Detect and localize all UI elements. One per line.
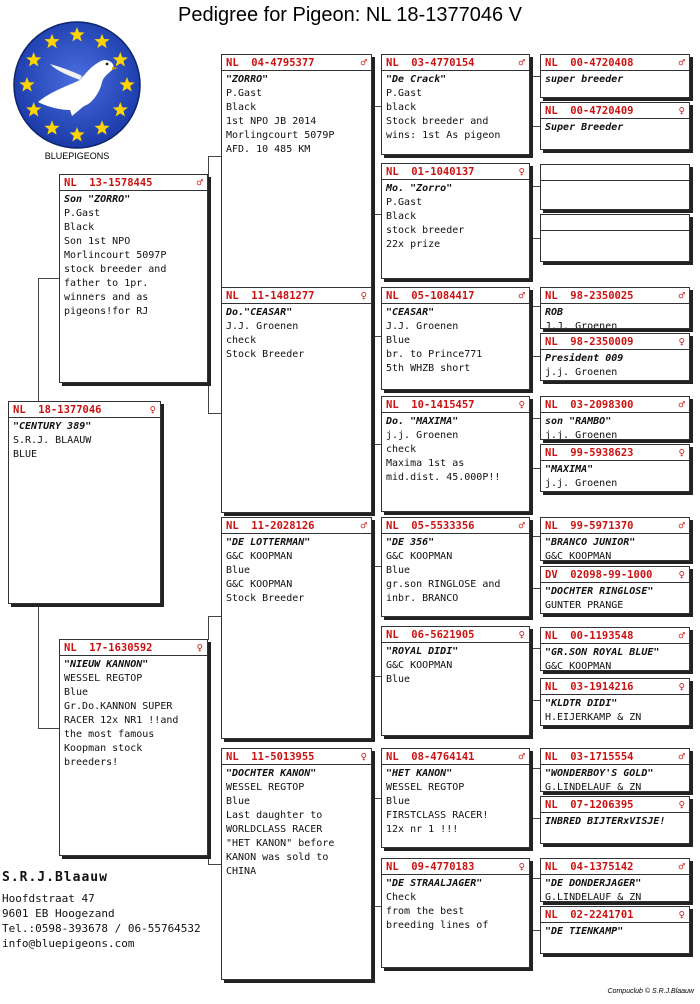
pigeon-card-header bbox=[382, 859, 529, 875]
pigeon-detail: WORLDCLASS RACER bbox=[226, 824, 323, 835]
pigeon-detail: G&C KOOPMAN bbox=[226, 579, 293, 590]
female-icon: ♀ bbox=[196, 641, 203, 654]
pigeon-name: "MAXIMA" bbox=[545, 464, 594, 475]
pigeon-detail: Morlincourt 5097P bbox=[64, 250, 167, 261]
pigeon-name: ROB bbox=[545, 307, 564, 318]
pigeon-detail: CHINA bbox=[226, 866, 257, 877]
pigeon-detail: J.J. Groenen bbox=[226, 321, 299, 332]
owner-phone: Tel.:0598-393678 / 06-55764532 bbox=[2, 922, 201, 935]
ring-number: NL 07-1206395 bbox=[545, 798, 634, 811]
pigeon-card-body bbox=[541, 583, 689, 613]
female-icon: ♀ bbox=[360, 750, 367, 763]
pigeon-detail: G.LINDELAUF & ZN bbox=[545, 782, 642, 792]
pigeon-detail: br. to Prince771 bbox=[386, 349, 483, 360]
male-icon: ♂ bbox=[360, 56, 367, 69]
pigeon-card bbox=[540, 858, 690, 902]
pigeon-detail: S.R.J. BLAAUW bbox=[13, 435, 92, 446]
pigeon-card-header bbox=[541, 103, 689, 119]
connector bbox=[530, 418, 540, 419]
pigeon-detail: the most famous bbox=[64, 729, 155, 740]
pigeon-card bbox=[540, 102, 690, 150]
pigeon-name: INBRED BIJTERxVISJE! bbox=[545, 816, 666, 827]
pigeon-card-body bbox=[60, 191, 207, 319]
pigeon-name: Do. "MAXIMA" bbox=[386, 416, 459, 427]
pigeon-detail: stock breeder and bbox=[64, 264, 167, 275]
connector bbox=[530, 186, 540, 187]
page-title: Pedigree for Pigeon: NL 18-1377046 V bbox=[178, 4, 522, 26]
pigeon-card bbox=[381, 54, 530, 155]
pigeon-detail: BLUE bbox=[13, 449, 38, 460]
pigeon-detail: j.j. Groenen bbox=[386, 430, 459, 441]
owner-email: info@bluepigeons.com bbox=[2, 937, 135, 950]
pigeon-detail: P.Gast bbox=[386, 88, 423, 99]
connector bbox=[208, 156, 209, 178]
pigeon-card bbox=[381, 163, 530, 279]
connector bbox=[530, 536, 540, 537]
pigeon-name: "DE DONDERJAGER" bbox=[545, 878, 642, 889]
pigeon-detail: Koopman stock bbox=[64, 743, 143, 754]
pigeon-card bbox=[540, 748, 690, 792]
male-icon: ♂ bbox=[518, 750, 525, 763]
female-icon: ♀ bbox=[518, 860, 525, 873]
pigeon-name: "DOCHTER KANON" bbox=[226, 768, 317, 779]
pigeon-name: "NIEUW KANNON" bbox=[64, 659, 149, 670]
pigeon-detail: father to 1pr. bbox=[64, 278, 149, 289]
female-icon: ♀ bbox=[678, 104, 685, 117]
ring-number: NL 02-2241701 bbox=[545, 908, 634, 921]
pigeon-card-header bbox=[382, 749, 529, 765]
ring-number: NL 03-1914216 bbox=[545, 680, 634, 693]
connector bbox=[530, 126, 540, 127]
female-icon: ♀ bbox=[678, 908, 685, 921]
pigeon-detail: Gr.Do.KANNON SUPER bbox=[64, 701, 173, 712]
pigeon-detail: inbr. BRANCO bbox=[386, 593, 459, 604]
pigeon-card-body bbox=[382, 643, 529, 687]
pigeon-card bbox=[59, 174, 208, 383]
female-icon: ♀ bbox=[518, 165, 525, 178]
connector bbox=[530, 356, 540, 357]
logo-label: BLUEPIGEONS bbox=[44, 151, 110, 161]
pigeon-name: "DE STRAALJAGER" bbox=[386, 878, 483, 889]
pigeon-card-header bbox=[382, 288, 529, 304]
pigeon-name: "KLDTR DIDI" bbox=[545, 698, 618, 709]
ring-number: NL 06-5621905 bbox=[386, 628, 475, 641]
pigeon-card-body bbox=[541, 813, 689, 829]
male-icon: ♂ bbox=[678, 289, 685, 302]
pigeon-name: "DE 356" bbox=[386, 537, 435, 548]
ring-number: NL 98-2350009 bbox=[545, 335, 634, 348]
male-icon: ♂ bbox=[678, 398, 685, 411]
pigeon-card bbox=[59, 639, 208, 856]
pigeon-name: "GR.SON ROYAL BLUE" bbox=[545, 647, 660, 658]
owner-city: 9601 EB Hoogezand bbox=[2, 907, 115, 920]
ring-number: NL 03-4770154 bbox=[386, 56, 475, 69]
connector bbox=[208, 383, 209, 413]
pigeon-card-body bbox=[60, 656, 207, 770]
logo bbox=[8, 20, 146, 161]
pigeon-detail: stock breeder bbox=[386, 225, 465, 236]
pigeon-detail: G&C KOOPMAN bbox=[386, 551, 453, 562]
ring-number: NL 11-1481277 bbox=[226, 289, 315, 302]
pigeon-card-body bbox=[541, 181, 689, 183]
ring-number: NL 05-5533356 bbox=[386, 519, 475, 532]
ring-number: NL 09-4770183 bbox=[386, 860, 475, 873]
pigeon-detail: Stock Breeder bbox=[226, 593, 305, 604]
pigeon-detail: J.J. Groenen bbox=[545, 321, 618, 329]
pigeon-card-body bbox=[222, 304, 371, 362]
pigeon-detail: Check bbox=[386, 892, 417, 903]
connector bbox=[530, 588, 540, 589]
pigeon-card bbox=[540, 906, 690, 954]
pigeon-detail: Stock breeder and bbox=[386, 116, 489, 127]
pigeon-name: "CENTURY 389" bbox=[13, 421, 92, 432]
ring-number: NL 04-1375142 bbox=[545, 860, 634, 873]
female-icon: ♀ bbox=[518, 398, 525, 411]
ring-number: NL 00-4720409 bbox=[545, 104, 634, 117]
pigeon-card-header bbox=[541, 55, 689, 71]
pigeon-card bbox=[540, 396, 690, 440]
connector bbox=[38, 278, 60, 279]
pigeon-card-body bbox=[541, 119, 689, 135]
pigeon-name: "ZORRO" bbox=[226, 74, 269, 85]
ring-number: NL 18-1377046 bbox=[13, 403, 102, 416]
pigeon-card-header bbox=[541, 518, 689, 534]
pigeon-detail: Morlingcourt 5079P bbox=[226, 130, 335, 141]
footer-credit: Compuclub © S.R.J.Blaauw bbox=[607, 988, 694, 995]
ring-number: NL 17-1630592 bbox=[64, 641, 153, 654]
pigeon-detail: 22x prize bbox=[386, 239, 441, 250]
male-icon: ♂ bbox=[678, 629, 685, 642]
pigeon-card bbox=[540, 517, 690, 561]
female-icon: ♀ bbox=[678, 335, 685, 348]
male-icon: ♂ bbox=[518, 519, 525, 532]
pigeon-name: "ROYAL DIDI" bbox=[386, 646, 459, 657]
pigeon-detail: 5th WHZB short bbox=[386, 363, 471, 374]
pigeon-detail: from the best bbox=[386, 906, 465, 917]
pigeon-card-header bbox=[541, 859, 689, 875]
pigeon-card-body bbox=[541, 765, 689, 792]
connector bbox=[38, 604, 39, 728]
pigeon-card-header bbox=[541, 567, 689, 583]
pigeon-name: "DE LOTTERMAN" bbox=[226, 537, 311, 548]
female-icon: ♀ bbox=[678, 568, 685, 581]
pigeon-card-body bbox=[541, 413, 689, 440]
male-icon: ♂ bbox=[678, 519, 685, 532]
pigeon-detail: WESSEL REGTOP bbox=[386, 782, 465, 793]
pigeon-card-header bbox=[541, 628, 689, 644]
pigeon-detail: Blue bbox=[386, 565, 411, 576]
pigeon-detail: P.Gast bbox=[226, 88, 263, 99]
pigeon-card-body bbox=[541, 71, 689, 87]
pigeon-card bbox=[381, 517, 530, 617]
pigeon-card-body bbox=[541, 923, 689, 939]
female-icon: ♀ bbox=[149, 403, 156, 416]
pigeon-detail: Blue bbox=[386, 796, 411, 807]
pigeon-detail: H.EIJERKAMP & ZN bbox=[545, 712, 642, 723]
pigeon-detail: GUNTER PRANGE bbox=[545, 600, 624, 611]
pigeon-name: Super Breeder bbox=[545, 122, 624, 133]
pigeon-name: "WONDERBOY'S GOLD" bbox=[545, 768, 654, 779]
pigeon-card-header bbox=[541, 165, 689, 181]
pigeon-card-header bbox=[222, 518, 371, 534]
pigeon-detail: mid.dist. 45.000P!! bbox=[386, 472, 501, 483]
pigeon-detail: breeders! bbox=[64, 757, 119, 768]
pigeon-name: President 009 bbox=[545, 353, 624, 364]
owner-street: Hoofdstraat 47 bbox=[2, 892, 95, 905]
pigeon-card-header bbox=[222, 749, 371, 765]
connector bbox=[530, 878, 540, 879]
pigeon-card-header bbox=[382, 518, 529, 534]
pigeon-name: son "RAMBO" bbox=[545, 416, 612, 427]
pigeon-card bbox=[381, 396, 530, 512]
pigeon-detail: WESSEL REGTOP bbox=[64, 673, 143, 684]
pigeon-card-body bbox=[541, 350, 689, 380]
pigeon-detail: AFD. 10 485 KM bbox=[226, 144, 311, 155]
pigeon-card bbox=[221, 748, 372, 980]
pigeon-name: "HET KANON" bbox=[386, 768, 453, 779]
pigeon-card-header bbox=[382, 397, 529, 413]
pigeon-eu-stars-logo-icon bbox=[8, 20, 146, 150]
pigeon-detail: Blue bbox=[226, 796, 251, 807]
pigeon-detail: Blue bbox=[226, 565, 251, 576]
pigeon-card bbox=[221, 287, 372, 513]
connector bbox=[208, 864, 222, 865]
connector bbox=[38, 278, 39, 402]
pigeon-card-header bbox=[541, 215, 689, 231]
pigeon-card-body bbox=[541, 695, 689, 725]
pigeon-card bbox=[540, 444, 690, 492]
pigeon-name: "BRANCO JUNIOR" bbox=[545, 537, 636, 548]
pigeon-name: "DOCHTER RINGLOSE" bbox=[545, 586, 654, 597]
ring-number: NL 05-1084417 bbox=[386, 289, 475, 302]
pigeon-card bbox=[540, 796, 690, 844]
pigeon-card-header bbox=[541, 679, 689, 695]
pigeon-name: Son "ZORRO" bbox=[64, 194, 131, 205]
connector bbox=[208, 616, 222, 617]
connector bbox=[530, 238, 540, 239]
pigeon-detail: winners and as bbox=[64, 292, 149, 303]
connector bbox=[208, 616, 209, 640]
pigeon-detail: G&C KOOPMAN bbox=[545, 661, 612, 671]
pigeon-detail: Son 1st NPO bbox=[64, 236, 131, 247]
connector bbox=[530, 818, 540, 819]
pigeon-card-body bbox=[382, 304, 529, 376]
pigeon-detail: Black bbox=[64, 222, 95, 233]
pigeon-card-header bbox=[541, 397, 689, 413]
pigeon-name: "DE TIENKAMP" bbox=[545, 926, 624, 937]
pigeon-card bbox=[381, 858, 530, 968]
pigeon-card-header bbox=[222, 288, 371, 304]
connector bbox=[530, 648, 540, 649]
pigeon-card-body bbox=[541, 875, 689, 902]
pigeon-name: "De Crack" bbox=[386, 74, 447, 85]
pigeon-detail: Stock Breeder bbox=[226, 349, 305, 360]
pigeon-card-body bbox=[541, 644, 689, 671]
pigeon-card-body bbox=[382, 71, 529, 143]
pigeon-card-body bbox=[382, 875, 529, 933]
pigeon-card bbox=[540, 333, 690, 381]
connector bbox=[208, 828, 209, 864]
pigeon-detail: G.LINDELAUF & ZN bbox=[545, 892, 642, 902]
pigeon-detail: j.j. Groenen bbox=[545, 430, 618, 440]
pigeon-card-header bbox=[541, 749, 689, 765]
pigeon-detail: Blue bbox=[64, 687, 89, 698]
pigeon-card-body bbox=[541, 304, 689, 329]
pigeon-card-body bbox=[222, 71, 371, 157]
ring-number: NL 04-4795377 bbox=[226, 56, 315, 69]
pigeon-detail: wins: 1st As pigeon bbox=[386, 130, 501, 141]
pigeon-card-body bbox=[222, 534, 371, 606]
pigeon-detail: 1st NPO JB 2014 bbox=[226, 116, 317, 127]
pigeon-detail: black bbox=[386, 102, 417, 113]
ring-number: DV 02098-99-1000 bbox=[545, 568, 653, 581]
pigeon-detail: G&C KOOPMAN bbox=[226, 551, 293, 562]
pigeon-card bbox=[540, 287, 690, 329]
pigeon-card-header bbox=[541, 334, 689, 350]
female-icon: ♀ bbox=[518, 628, 525, 641]
connector bbox=[208, 413, 222, 414]
pigeon-card-header bbox=[541, 797, 689, 813]
pigeon-card-header bbox=[541, 445, 689, 461]
pigeon-detail: WESSEL REGTOP bbox=[226, 782, 305, 793]
connector bbox=[530, 306, 540, 307]
pigeon-card bbox=[540, 54, 690, 98]
pigeon-card bbox=[540, 214, 690, 262]
pigeon-card bbox=[540, 627, 690, 671]
pigeon-detail: check bbox=[386, 444, 417, 455]
pigeon-card-body bbox=[541, 461, 689, 491]
owner-name: S.R.J.Blaauw bbox=[2, 870, 108, 885]
connector bbox=[530, 468, 540, 469]
ring-number: NL 10-1415457 bbox=[386, 398, 475, 411]
male-icon: ♂ bbox=[196, 176, 203, 189]
ring-number: NL 00-1193548 bbox=[545, 629, 634, 642]
pigeon-card bbox=[381, 626, 530, 736]
pigeon-card-header bbox=[541, 907, 689, 923]
female-icon: ♀ bbox=[678, 680, 685, 693]
connector bbox=[530, 700, 540, 701]
pigeon-card-header bbox=[60, 175, 207, 191]
owner-contact bbox=[2, 870, 201, 951]
pigeon-detail: 12x nr 1 !!! bbox=[386, 824, 459, 835]
pigeon-card bbox=[540, 566, 690, 614]
pigeon-detail: G&C KOOPMAN bbox=[545, 551, 612, 561]
pigeon-name: Do."CEASAR" bbox=[226, 307, 293, 318]
pigeon-card-body bbox=[541, 231, 689, 233]
pigeon-name: Mo. "Zorro" bbox=[386, 183, 453, 194]
ring-number: NL 01-1040137 bbox=[386, 165, 475, 178]
pigeon-card-body bbox=[382, 180, 529, 252]
pigeon-name: super breeder bbox=[545, 74, 624, 85]
pigeon-card bbox=[8, 401, 161, 604]
pigeon-detail: j.j. Groenen bbox=[545, 367, 618, 378]
pigeon-card bbox=[381, 287, 530, 390]
connector bbox=[530, 768, 540, 769]
pigeon-detail: Black bbox=[386, 211, 417, 222]
pigeon-card bbox=[221, 54, 372, 298]
pigeon-detail: Black bbox=[226, 102, 257, 113]
pigeon-card-body bbox=[382, 765, 529, 837]
female-icon: ♀ bbox=[360, 289, 367, 302]
pigeon-detail: j.j. Groenen bbox=[545, 478, 618, 489]
pigeon-card-body bbox=[9, 418, 160, 462]
ring-number: NL 03-2098300 bbox=[545, 398, 634, 411]
ring-number: NL 00-4720408 bbox=[545, 56, 634, 69]
ring-number: NL 08-4764141 bbox=[386, 750, 475, 763]
pigeon-card-body bbox=[541, 534, 689, 561]
pigeon-card-body bbox=[382, 534, 529, 606]
ring-number: NL 99-5971370 bbox=[545, 519, 634, 532]
ring-number: NL 11-5013955 bbox=[226, 750, 315, 763]
pigeon-card-body bbox=[222, 765, 371, 879]
pigeon-detail: breeding lines of bbox=[386, 920, 489, 931]
pigeon-name: "CEASAR" bbox=[386, 307, 435, 318]
pigeon-detail: RACER 12x NR1 !!and bbox=[64, 715, 179, 726]
pigeon-detail: G&C KOOPMAN bbox=[386, 660, 453, 671]
pigeon-detail: pigeons!for RJ bbox=[64, 306, 149, 317]
pigeon-detail: Blue bbox=[386, 335, 411, 346]
male-icon: ♂ bbox=[678, 56, 685, 69]
male-icon: ♂ bbox=[678, 860, 685, 873]
pigeon-card bbox=[540, 164, 690, 210]
pigeon-detail: Blue bbox=[386, 674, 411, 685]
pigeon-detail: J.J. Groenen bbox=[386, 321, 459, 332]
pigeon-detail: Maxima 1st as bbox=[386, 458, 465, 469]
pigeon-card bbox=[221, 517, 372, 739]
male-icon: ♂ bbox=[360, 519, 367, 532]
male-icon: ♂ bbox=[518, 289, 525, 302]
connector bbox=[530, 930, 540, 931]
male-icon: ♂ bbox=[518, 56, 525, 69]
ring-number: NL 99-5938623 bbox=[545, 446, 634, 459]
pigeon-detail: P.Gast bbox=[386, 197, 423, 208]
ring-number: NL 11-2028126 bbox=[226, 519, 315, 532]
connector bbox=[38, 728, 60, 729]
pigeon-card-header bbox=[9, 402, 160, 418]
connector bbox=[208, 156, 222, 157]
pigeon-card-header bbox=[382, 164, 529, 180]
male-icon: ♂ bbox=[678, 750, 685, 763]
ring-number: NL 13-1578445 bbox=[64, 176, 153, 189]
pigeon-detail: Last daughter to bbox=[226, 810, 323, 821]
pigeon-card-header bbox=[541, 288, 689, 304]
pigeon-detail: check bbox=[226, 335, 257, 346]
pigeon-card bbox=[381, 748, 530, 848]
pigeon-card-body bbox=[382, 413, 529, 485]
pigeon-card bbox=[540, 678, 690, 726]
pigeon-card-header bbox=[382, 627, 529, 643]
female-icon: ♀ bbox=[678, 446, 685, 459]
pigeon-card-header bbox=[60, 640, 207, 656]
pigeon-detail: FIRSTCLASS RACER! bbox=[386, 810, 489, 821]
connector bbox=[530, 76, 540, 77]
ring-number: NL 03-1715554 bbox=[545, 750, 634, 763]
pigeon-detail: KANON was sold to bbox=[226, 852, 329, 863]
pigeon-detail: P.Gast bbox=[64, 208, 101, 219]
pigeon-detail: gr.son RINGLOSE and bbox=[386, 579, 501, 590]
pigeon-card-header bbox=[382, 55, 529, 71]
female-icon: ♀ bbox=[678, 798, 685, 811]
ring-number: NL 98-2350025 bbox=[545, 289, 634, 302]
pigeon-detail: "HET KANON" before bbox=[226, 838, 335, 849]
pigeon-card-header bbox=[222, 55, 371, 71]
